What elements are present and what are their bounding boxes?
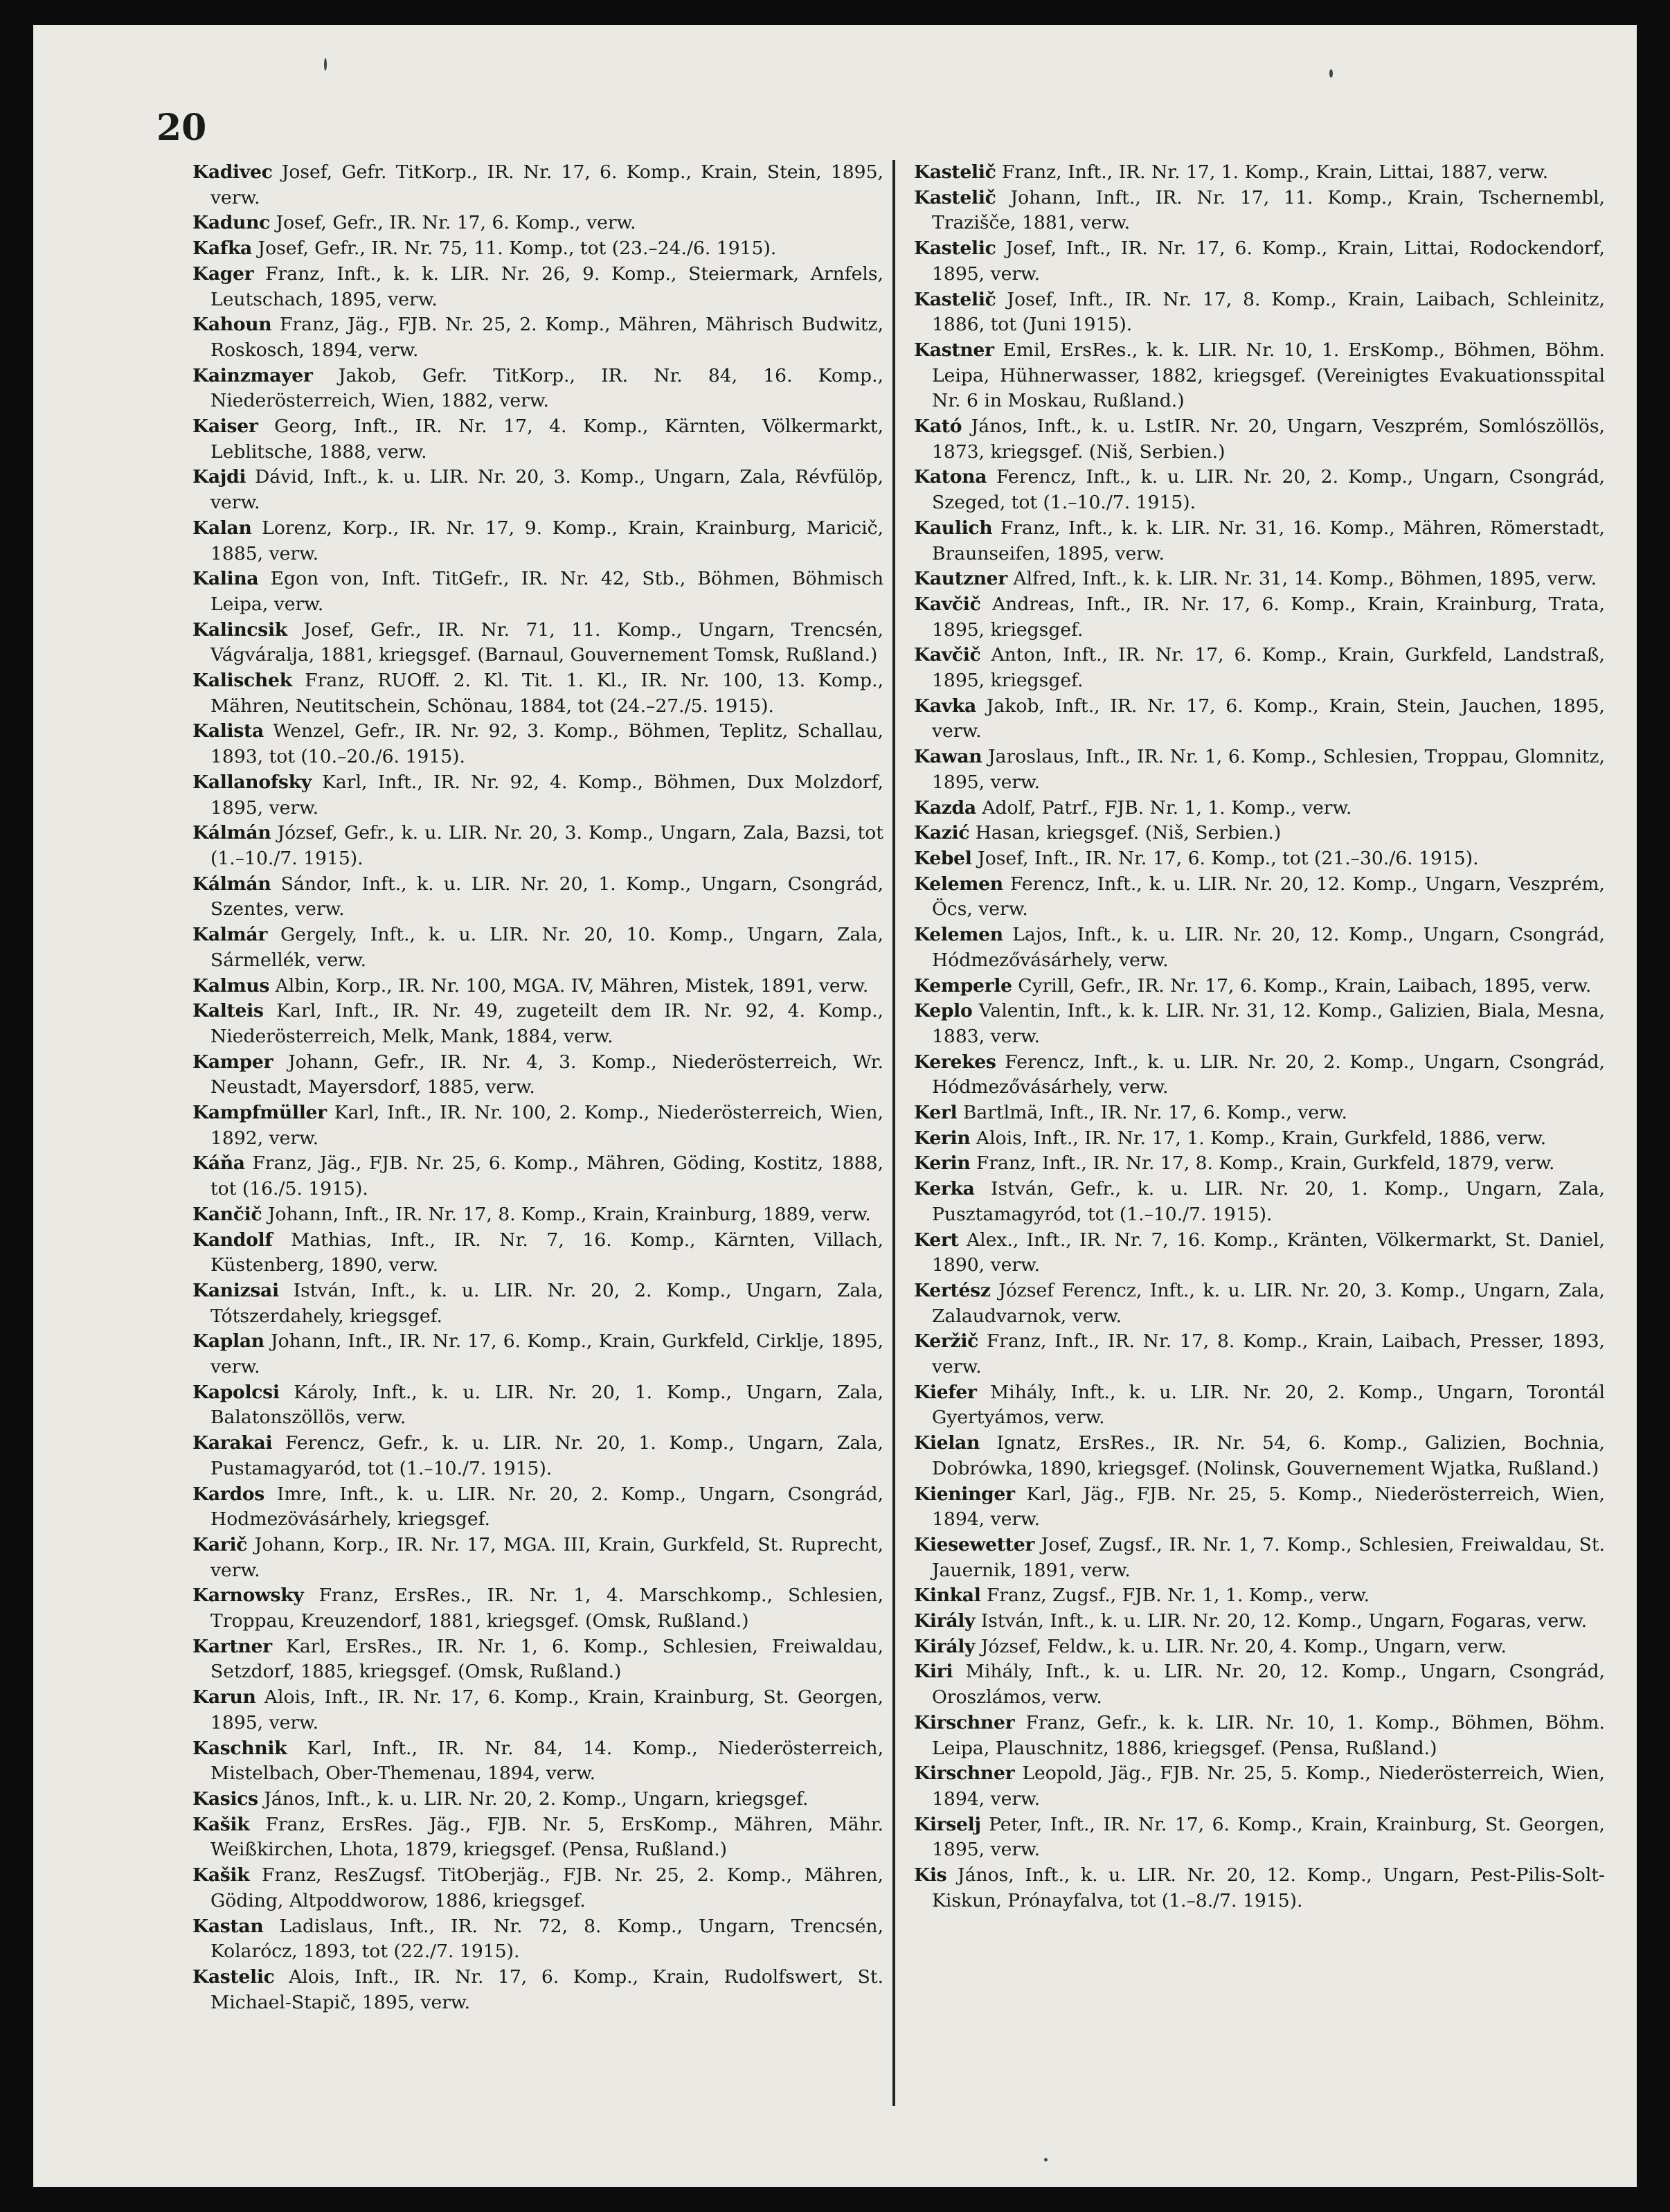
entry-surname: Káňa bbox=[192, 1152, 245, 1175]
entry-surname: Kiefer bbox=[914, 1381, 977, 1403]
entry-surname: Kavka bbox=[914, 695, 976, 717]
list-entry bbox=[914, 744, 1605, 795]
entry-surname: Kastan bbox=[192, 1915, 264, 1937]
entry-surname: Kalteis bbox=[192, 1000, 264, 1022]
entry-surname: Kadunc bbox=[192, 212, 271, 234]
entry-details: Franz, RUOff. 2. Kl. Tit. 1. Kl., IR. Nr. 100, 13. Komp., Mähren, Neutitschein, Schönau, 1884, tot (24.–27./5. 1915). bbox=[210, 670, 883, 717]
entry-details: János, Inft., k. u. LIR. Nr. 20, 12. Komp., Ungarn, Pest-Pilis-Solt-Kiskun, Prónayfalva, tot (1.–8./7. 1915). bbox=[932, 1864, 1605, 1911]
entry-surname: Kirselj bbox=[914, 1813, 981, 1835]
entry-surname: Kaiser bbox=[192, 416, 258, 438]
entry-surname: Kazić bbox=[914, 822, 970, 844]
entry-surname: Kavčič bbox=[914, 644, 981, 666]
list-entry bbox=[914, 414, 1605, 465]
entry-details: János, Inft., k. u. LIR. Nr. 20, 2. Komp., Ungarn, kriegsgef. bbox=[264, 1788, 809, 1810]
list-entry bbox=[914, 846, 1605, 872]
entry-details: Alois, Inft., IR. Nr. 17, 1. Komp., Krain, Gurkfeld, 1886, verw. bbox=[976, 1127, 1547, 1149]
entry-surname: Karnowsky bbox=[192, 1585, 304, 1607]
list-entry bbox=[192, 262, 883, 312]
entry-surname: Kielan bbox=[914, 1432, 980, 1454]
list-entry bbox=[914, 694, 1605, 744]
entry-surname: Kazda bbox=[914, 796, 976, 819]
entry-surname: Kastelic bbox=[192, 1965, 275, 1988]
entry-surname: Kiri bbox=[914, 1661, 953, 1683]
ink-speck bbox=[324, 58, 327, 71]
page-number: 20 bbox=[156, 107, 207, 149]
list-entry bbox=[192, 1151, 883, 1202]
list-entry bbox=[192, 821, 883, 871]
entry-surname: Kaulich bbox=[914, 517, 993, 539]
list-entry bbox=[914, 338, 1605, 414]
list-entry bbox=[914, 1812, 1605, 1863]
entry-surname: Kalischek bbox=[192, 670, 292, 692]
entry-surname: Kaschnik bbox=[192, 1737, 287, 1759]
entry-surname: Kálmán bbox=[192, 822, 271, 844]
entry-surname: Kebel bbox=[914, 847, 972, 869]
entry-details: Ferencz, Inft., k. u. LIR. Nr. 20, 2. Komp., Ungarn, Csongrád, Szeged, tot (1.–10./7. 1915). bbox=[932, 466, 1605, 514]
list-entry bbox=[192, 414, 883, 465]
entry-surname: Kalan bbox=[192, 517, 252, 539]
entry-surname: Kavčič bbox=[914, 593, 981, 615]
list-entry bbox=[914, 287, 1605, 338]
entry-details: Ignatz, ErsRes., IR. Nr. 54, 6. Komp., Galizien, Bochnia, Dobrówka, 1890, kriegsgef. (Nolinsk, Gouvernement Wjatka, Rußland.) bbox=[932, 1432, 1605, 1479]
entry-details: Gergely, Inft., k. u. LIR. Nr. 20, 10. Komp., Ungarn, Zala, Sármellék, verw. bbox=[210, 924, 883, 971]
list-entry bbox=[192, 1583, 883, 1634]
list-entry bbox=[192, 770, 883, 821]
entry-surname: Karakai bbox=[192, 1432, 273, 1454]
list-entry bbox=[914, 974, 1605, 999]
entry-details: István, Gefr., k. u. LIR. Nr. 20, 1. Komp., Ungarn, Zala, Pusztamagyród, tot (1.–10./7. 1915). bbox=[932, 1178, 1605, 1225]
list-entry bbox=[914, 1380, 1605, 1431]
entry-details: Karl, Inft., IR. Nr. 100, 2. Komp., Niederösterreich, Wien, 1892, verw. bbox=[210, 1102, 883, 1149]
entry-surname: Kadivec bbox=[192, 161, 273, 183]
entry-surname: Kerin bbox=[914, 1152, 971, 1175]
entry-surname: Kampfmüller bbox=[192, 1102, 327, 1124]
ink-speck bbox=[1044, 2158, 1048, 2161]
entry-details: Josef, Inft., IR. Nr. 17, 8. Komp., Krain, Laibach, Schleinitz, 1886, tot (Juni 1915). bbox=[932, 288, 1605, 336]
entry-details: Franz, ResZugsf. TitOberjäg., FJB. Nr. 25, 2. Komp., Mähren, Göding, Altpoddworow, 1886, kriegsgef. bbox=[210, 1864, 883, 1911]
entry-surname: Kalista bbox=[192, 720, 264, 742]
list-entry bbox=[914, 796, 1605, 821]
entry-details: Johann, Inft., IR. Nr. 17, 6. Komp., Krain, Gurkfeld, Cirklje, 1895, verw. bbox=[210, 1330, 883, 1378]
list-entry bbox=[192, 1228, 883, 1278]
entry-surname: Keplo bbox=[914, 1000, 973, 1022]
list-entry bbox=[192, 1329, 883, 1380]
entry-surname: Kalincsik bbox=[192, 618, 287, 641]
entry-surname: Kelemen bbox=[914, 873, 1003, 895]
entry-details: Wenzel, Gefr., IR. Nr. 92, 3. Komp., Böhmen, Teplitz, Schallau, 1893, tot (10.–20./6. 1915). bbox=[210, 720, 883, 768]
entry-details: Karl, Inft., IR. Nr. 92, 4. Komp., Böhmen, Dux Molzdorf, 1895, verw. bbox=[210, 771, 883, 819]
list-entry bbox=[192, 1914, 883, 1965]
entry-details: János, Inft., k. u. LstIR. Nr. 20, Ungarn, Veszprém, Somlószöllös, 1873, kriegsgef. (Niš, Serbien.) bbox=[932, 416, 1605, 463]
list-entry bbox=[914, 1100, 1605, 1126]
entry-details: Anton, Inft., IR. Nr. 17, 6. Komp., Krain, Gurkfeld, Landstraß, 1895, kriegsgef. bbox=[932, 644, 1605, 692]
column-divider bbox=[892, 160, 895, 2106]
left-column bbox=[192, 160, 883, 2015]
entry-surname: Kertész bbox=[914, 1279, 991, 1301]
entry-details: Franz, Zugsf., FJB. Nr. 1, 1. Komp., verw. bbox=[986, 1585, 1370, 1607]
entry-details: Franz, Inft., IR. Nr. 17, 8. Komp., Krain, Gurkfeld, 1879, verw. bbox=[976, 1152, 1555, 1175]
list-entry bbox=[914, 236, 1605, 287]
list-entry bbox=[914, 186, 1605, 236]
entry-details: Cyrill, Gefr., IR. Nr. 17, 6. Komp., Krain, Laibach, 1895, verw. bbox=[1018, 974, 1592, 997]
entry-details: Ferencz, Inft., k. u. LIR. Nr. 20, 2. Komp., Ungarn, Csongrád, Hódmezővásárhely, verw. bbox=[932, 1051, 1605, 1098]
entry-details: Ferencz, Gefr., k. u. LIR. Nr. 20, 1. Komp., Ungarn, Zala, Pustamagyaród, tot (1.–10./7. 1915). bbox=[210, 1432, 883, 1479]
entry-details: József, Feldw., k. u. LIR. Nr. 20, 4. Komp., Ungarn, verw. bbox=[980, 1635, 1507, 1657]
list-entry bbox=[192, 999, 883, 1049]
entry-surname: Kemperle bbox=[914, 974, 1012, 997]
entry-details: Josef, Zugsf., IR. Nr. 1, 7. Komp., Schlesien, Freiwaldau, St. Jauernik, 1891, verw. bbox=[932, 1533, 1605, 1581]
list-entry bbox=[914, 1659, 1605, 1710]
list-entry bbox=[914, 1863, 1605, 1914]
right-column bbox=[914, 160, 1605, 1914]
list-entry bbox=[192, 1736, 883, 1787]
entry-details: Lajos, Inft., k. u. LIR. Nr. 20, 12. Komp., Ungarn, Csongrád, Hódmezővásárhely, verw. bbox=[932, 924, 1605, 971]
entry-details: Alex., Inft., IR. Nr. 7, 16. Komp., Kränten, Völkermarkt, St. Daniel, 1890, verw. bbox=[932, 1229, 1605, 1276]
list-entry bbox=[914, 1050, 1605, 1100]
entry-surname: Kastelič bbox=[914, 186, 996, 208]
entry-details: Franz, Jäg., FJB. Nr. 25, 6. Komp., Mähren, Göding, Kostitz, 1888, tot (16./5. 1915). bbox=[210, 1152, 883, 1200]
list-entry bbox=[192, 872, 883, 922]
entry-details: Valentin, Inft., k. k. LIR. Nr. 31, 12. Komp., Galizien, Biala, Mesna, 1883, verw. bbox=[932, 1000, 1605, 1047]
entry-surname: Kamper bbox=[192, 1051, 273, 1073]
entry-details: Karl, ErsRes., IR. Nr. 1, 6. Komp., Schlesien, Freiwaldau, Setzdorf, 1885, kriegsgef. (Omsk, Rußland.) bbox=[210, 1635, 883, 1683]
list-entry bbox=[914, 1761, 1605, 1812]
list-entry bbox=[192, 1787, 883, 1812]
list-entry bbox=[192, 1685, 883, 1736]
list-entry bbox=[192, 618, 883, 668]
entry-details: Emil, ErsRes., k. k. LIR. Nr. 10, 1. ErsKomp., Böhmen, Böhm. Leipa, Hühnerwasser, 1882, kriegsgef. (Vereinigtes Evakuationsspital Nr. 6 in Moskau, Rußland.) bbox=[932, 339, 1605, 412]
list-entry bbox=[192, 211, 883, 236]
list-entry bbox=[914, 1711, 1605, 1761]
entry-details: Lorenz, Korp., IR. Nr. 17, 9. Komp., Krain, Krainburg, Maricič, 1885, verw. bbox=[210, 517, 883, 564]
entry-details: József, Gefr., k. u. LIR. Nr. 20, 3. Komp., Ungarn, Zala, Bazsi, tot (1.–10./7. 1915). bbox=[210, 822, 883, 869]
entry-details: József Ferencz, Inft., k. u. LIR. Nr. 20, 3. Komp., Ungarn, Zala, Zalaudvarnok, verw. bbox=[932, 1279, 1605, 1327]
entry-surname: Kaplan bbox=[192, 1330, 264, 1353]
list-entry bbox=[914, 1583, 1605, 1609]
list-entry bbox=[914, 1482, 1605, 1533]
entry-surname: Kalina bbox=[192, 568, 259, 590]
entry-surname: Kinkal bbox=[914, 1585, 981, 1607]
list-entry bbox=[914, 1533, 1605, 1583]
list-entry bbox=[914, 1151, 1605, 1177]
entry-surname: Kawan bbox=[914, 746, 982, 768]
entry-details: Dávid, Inft., k. u. LIR. Nr. 20, 3. Komp., Ungarn, Zala, Révfülöp, verw. bbox=[210, 466, 883, 514]
entry-details: Karl, Jäg., FJB. Nr. 25, 5. Komp., Niederösterreich, Wien, 1894, verw. bbox=[932, 1483, 1605, 1531]
entry-surname: Kainzmayer bbox=[192, 364, 313, 386]
list-entry bbox=[192, 465, 883, 515]
ink-speck bbox=[1329, 69, 1333, 78]
entry-details: Egon von, Inft. TitGefr., IR. Nr. 42, Stb., Böhmen, Böhmisch Leipa, verw. bbox=[210, 568, 883, 615]
list-entry bbox=[914, 1228, 1605, 1278]
entry-details: Albin, Korp., IR. Nr. 100, MGA. IV, Mähren, Mistek, 1891, verw. bbox=[275, 974, 869, 997]
entry-details: Hasan, kriegsgef. (Niš, Serbien.) bbox=[975, 822, 1282, 844]
entry-surname: Kerin bbox=[914, 1127, 971, 1149]
list-entry bbox=[192, 1380, 883, 1431]
entry-surname: Kartner bbox=[192, 1635, 272, 1657]
entry-surname: Kastelič bbox=[914, 161, 996, 183]
entry-surname: Kelemen bbox=[914, 924, 1003, 946]
entry-surname: Kieninger bbox=[914, 1483, 1015, 1505]
entry-details: Josef, Gefr. TitKorp., IR. Nr. 17, 6. Komp., Krain, Stein, 1895, verw. bbox=[210, 161, 883, 208]
list-entry bbox=[914, 516, 1605, 567]
list-entry bbox=[192, 236, 883, 262]
entry-details: Imre, Inft., k. u. LIR. Nr. 20, 2. Komp., Ungarn, Csongrád, Hodmezövásárhely, kriegsgef. bbox=[210, 1483, 883, 1531]
entry-details: Jakob, Inft., IR. Nr. 17, 6. Komp., Krain, Stein, Jauchen, 1895, verw. bbox=[932, 695, 1605, 742]
entry-surname: Kašik bbox=[192, 1813, 250, 1835]
entry-details: Adolf, Patrf., FJB. Nr. 1, 1. Komp., verw. bbox=[982, 796, 1352, 819]
entry-details: Bartlmä, Inft., IR. Nr. 17, 6. Komp., verw. bbox=[962, 1102, 1347, 1124]
entry-surname: Kajdi bbox=[192, 466, 246, 488]
entry-details: Franz, Inft., IR. Nr. 17, 1. Komp., Krain, Littai, 1887, verw. bbox=[1002, 161, 1549, 183]
entry-details: Karl, Inft., IR. Nr. 49, zugeteilt dem IR. Nr. 92, 4. Komp., Niederösterreich, Melk, Mank, 1884, verw. bbox=[210, 1000, 883, 1047]
list-entry bbox=[192, 1533, 883, 1583]
list-entry bbox=[192, 1100, 883, 1151]
entry-surname: Kis bbox=[914, 1864, 947, 1887]
entry-details: Josef, Inft., IR. Nr. 17, 6. Komp., Krain, Littai, Rodockendorf, 1895, verw. bbox=[932, 238, 1605, 285]
entry-details: Josef, Inft., IR. Nr. 17, 6. Komp., tot (21.–30./6. 1915). bbox=[978, 847, 1479, 869]
list-entry bbox=[192, 312, 883, 363]
entry-details: Alois, Inft., IR. Nr. 17, 6. Komp., Krain, Krainburg, St. Georgen, 1895, verw. bbox=[210, 1686, 883, 1733]
entry-surname: Kató bbox=[914, 416, 962, 438]
list-entry bbox=[192, 1278, 883, 1329]
entry-details: Franz, Gefr., k. k. LIR. Nr. 10, 1. Komp., Böhmen, Böhm. Leipa, Plauschnitz, 1886, kriegsgef. (Pensa, Rußland.) bbox=[932, 1711, 1605, 1759]
entry-surname: Kančič bbox=[192, 1203, 262, 1225]
entry-details: Ladislaus, Inft., IR. Nr. 72, 8. Komp., Ungarn, Trencsén, Kolarócz, 1893, tot (22./7. 1915). bbox=[210, 1915, 883, 1963]
entry-details: Ferencz, Inft., k. u. LIR. Nr. 20, 12. Komp., Ungarn, Veszprém, Öcs, verw. bbox=[932, 873, 1605, 920]
entry-surname: Kalmár bbox=[192, 924, 268, 946]
entry-details: Andreas, Inft., IR. Nr. 17, 6. Komp., Krain, Krainburg, Trata, 1895, kriegsgef. bbox=[932, 593, 1605, 641]
entry-details: Mihály, Inft., k. u. LIR. Nr. 20, 2. Komp., Ungarn, Torontál Gyertyámos, verw. bbox=[932, 1381, 1605, 1429]
entry-surname: Kiesewetter bbox=[914, 1533, 1035, 1555]
list-entry bbox=[914, 1609, 1605, 1634]
entry-details: Alfred, Inft., k. k. LIR. Nr. 31, 14. Komp., Böhmen, 1895, verw. bbox=[1013, 568, 1597, 590]
entry-details: Josef, Gefr., IR. Nr. 71, 11. Komp., Ungarn, Trencsén, Vágváralja, 1881, kriegsgef. (Barnaul, Gouvernement Tomsk, Rußland.) bbox=[210, 618, 883, 666]
entry-surname: Kirschner bbox=[914, 1711, 1015, 1733]
entry-details: Georg, Inft., IR. Nr. 17, 4. Komp., Kärnten, Völkermarkt, Leblitsche, 1888, verw. bbox=[210, 416, 883, 463]
list-entry bbox=[192, 1050, 883, 1100]
list-entry bbox=[192, 1812, 883, 1863]
entry-details: Karl, Inft., IR. Nr. 84, 14. Komp., Niederösterreich, Mistelbach, Ober-Themenau, 1894, verw. bbox=[210, 1737, 883, 1785]
list-entry bbox=[192, 922, 883, 973]
entry-details: Johann, Gefr., IR. Nr. 4, 3. Komp., Niederösterreich, Wr. Neustadt, Mayersdorf, 1885, verw. bbox=[210, 1051, 883, 1098]
entry-surname: Kastner bbox=[914, 339, 994, 361]
list-entry bbox=[914, 567, 1605, 592]
entry-details: Josef, Gefr., IR. Nr. 17, 6. Komp., verw. bbox=[276, 212, 636, 234]
entry-surname: Kardos bbox=[192, 1483, 264, 1505]
entry-surname: Kanizsai bbox=[192, 1279, 279, 1301]
entry-details: Sándor, Inft., k. u. LIR. Nr. 20, 1. Komp., Ungarn, Csongrád, Szentes, verw. bbox=[210, 873, 883, 920]
entry-surname: Kalmus bbox=[192, 974, 270, 997]
entry-surname: Kastelič bbox=[914, 288, 996, 310]
list-entry bbox=[914, 1431, 1605, 1481]
entry-details: Jakob, Gefr. TitKorp., IR. Nr. 84, 16. Komp., Niederösterreich, Wien, 1882, verw. bbox=[210, 364, 883, 412]
entry-surname: Karun bbox=[192, 1686, 256, 1709]
list-entry bbox=[192, 160, 883, 211]
entry-surname: Király bbox=[914, 1635, 976, 1657]
list-entry bbox=[914, 999, 1605, 1049]
list-entry bbox=[192, 516, 883, 567]
entry-details: Jaroslaus, Inft., IR. Nr. 1, 6. Komp., Schlesien, Troppau, Glomnitz, 1895, verw. bbox=[932, 746, 1605, 793]
list-entry bbox=[192, 668, 883, 719]
list-entry bbox=[914, 1278, 1605, 1329]
entry-details: István, Inft., k. u. LIR. Nr. 20, 12. Komp., Ungarn, Fogaras, verw. bbox=[980, 1610, 1588, 1632]
entry-surname: Katona bbox=[914, 466, 987, 488]
entry-details: Peter, Inft., IR. Nr. 17, 6. Komp., Krain, Krainburg, St. Georgen, 1895, verw. bbox=[932, 1813, 1605, 1861]
list-entry bbox=[914, 1329, 1605, 1380]
list-entry bbox=[192, 1634, 883, 1685]
list-entry bbox=[192, 1482, 883, 1533]
entry-surname: Kautzner bbox=[914, 568, 1007, 590]
entry-surname: Kálmán bbox=[192, 873, 271, 895]
entry-details: Franz, Inft., IR. Nr. 17, 8. Komp., Krain, Laibach, Presser, 1893, verw. bbox=[932, 1330, 1605, 1378]
list-entry bbox=[914, 1634, 1605, 1660]
entry-surname: Kasics bbox=[192, 1788, 258, 1810]
list-entry bbox=[914, 1177, 1605, 1227]
entry-details: Károly, Inft., k. u. LIR. Nr. 20, 1. Komp., Ungarn, Zala, Balatonszöllös, verw. bbox=[210, 1381, 883, 1429]
entry-details: Josef, Gefr., IR. Nr. 75, 11. Komp., tot (23.–24./6. 1915). bbox=[258, 238, 777, 260]
list-entry bbox=[192, 1202, 883, 1228]
entry-surname: Keržič bbox=[914, 1330, 979, 1353]
list-entry bbox=[914, 465, 1605, 515]
entry-details: Mathias, Inft., IR. Nr. 7, 16. Komp., Kärnten, Villach, Küstenberg, 1890, verw. bbox=[210, 1229, 883, 1276]
entry-details: Mihály, Inft., k. u. LIR. Nr. 20, 12. Komp., Ungarn, Csongrád, Oroszlámos, verw. bbox=[932, 1661, 1605, 1709]
list-entry bbox=[192, 364, 883, 414]
entry-surname: Kerl bbox=[914, 1102, 958, 1124]
entry-surname: Kerka bbox=[914, 1178, 975, 1200]
entry-surname: Kafka bbox=[192, 238, 252, 260]
list-entry bbox=[192, 1863, 883, 1914]
list-entry bbox=[914, 872, 1605, 922]
list-entry bbox=[914, 922, 1605, 973]
list-entry bbox=[192, 719, 883, 769]
entry-details: Franz, Jäg., FJB. Nr. 25, 2. Komp., Mähren, Mährisch Budwitz, Roskosch, 1894, verw. bbox=[210, 314, 883, 361]
page-sheet bbox=[33, 25, 1637, 2187]
entry-surname: Kapolcsi bbox=[192, 1381, 280, 1403]
entry-surname: Kastelic bbox=[914, 238, 996, 260]
entry-surname: Kerekes bbox=[914, 1051, 996, 1073]
entry-surname: Kahoun bbox=[192, 314, 272, 336]
entry-details: Johann, Inft., IR. Nr. 17, 8. Komp., Krain, Krainburg, 1889, verw. bbox=[267, 1203, 871, 1225]
entry-surname: Kallanofsky bbox=[192, 771, 312, 793]
entry-surname: Kandolf bbox=[192, 1229, 273, 1251]
entry-surname: Kašik bbox=[192, 1864, 250, 1887]
entry-surname: Kert bbox=[914, 1229, 959, 1251]
list-entry bbox=[914, 1126, 1605, 1152]
list-entry bbox=[914, 160, 1605, 186]
entry-surname: Király bbox=[914, 1610, 976, 1632]
entry-details: Franz, Inft., k. k. LIR. Nr. 26, 9. Komp., Steiermark, Arnfels, Leutschach, 1895, verw. bbox=[210, 262, 883, 310]
list-entry bbox=[192, 567, 883, 617]
list-entry bbox=[914, 592, 1605, 643]
entry-details: Franz, Inft., k. k. LIR. Nr. 31, 16. Komp., Mähren, Römerstadt, Braunseifen, 1895, verw. bbox=[932, 517, 1605, 564]
entry-details: István, Inft., k. u. LIR. Nr. 20, 2. Komp., Ungarn, Zala, Tótszerdahely, kriegsgef. bbox=[210, 1279, 883, 1327]
entry-surname: Karič bbox=[192, 1533, 248, 1555]
entry-details: Leopold, Jäg., FJB. Nr. 25, 5. Komp., Niederösterreich, Wien, 1894, verw. bbox=[932, 1763, 1605, 1810]
list-entry bbox=[192, 974, 883, 999]
list-entry bbox=[192, 1965, 883, 2015]
entry-surname: Kirschner bbox=[914, 1763, 1015, 1785]
entry-details: Alois, Inft., IR. Nr. 17, 6. Komp., Krain, Rudolfswert, St. Michael-Stapič, 1895, verw. bbox=[210, 1965, 883, 2013]
list-entry bbox=[914, 821, 1605, 846]
list-entry bbox=[192, 1431, 883, 1481]
list-entry bbox=[914, 643, 1605, 693]
entry-details: Johann, Korp., IR. Nr. 17, MGA. III, Krain, Gurkfeld, St. Ruprecht, verw. bbox=[210, 1533, 883, 1581]
entry-details: Franz, ErsRes. Jäg., FJB. Nr. 5, ErsKomp., Mähren, Mähr. Weißkirchen, Lhota, 1879, kriegsgef. (Pensa, Rußland.) bbox=[210, 1813, 883, 1861]
entry-details: Franz, ErsRes., IR. Nr. 1, 4. Marschkomp., Schlesien, Troppau, Kreuzendorf, 1881, kriegsgef. (Omsk, Rußland.) bbox=[210, 1585, 883, 1632]
entry-details: Johann, Inft., IR. Nr. 17, 11. Komp., Krain, Tschernembl, Trazišče, 1881, verw. bbox=[932, 186, 1605, 234]
entry-surname: Kager bbox=[192, 262, 254, 285]
